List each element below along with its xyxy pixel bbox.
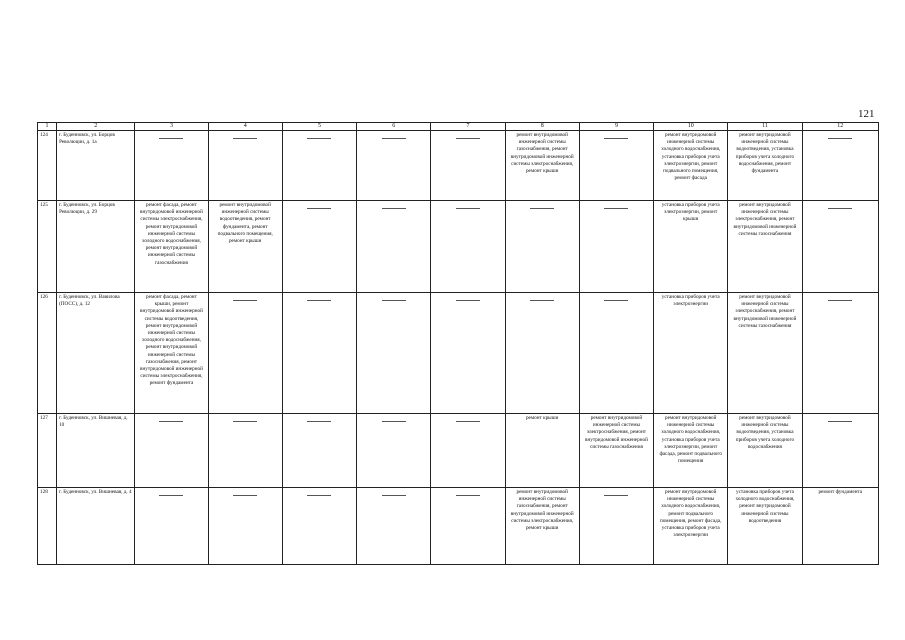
empty-dash <box>456 421 480 422</box>
empty-dash <box>159 495 183 496</box>
works-cell-col12: ремонт фундамента <box>802 488 878 565</box>
header-cell: 3 <box>135 123 208 131</box>
works-cell-col12 <box>802 414 878 488</box>
table-row <box>38 201 879 293</box>
works-cell-col8 <box>505 293 579 414</box>
works-cell-col3: ремонт фасада, ремонт крыши, ремонт внутридомовой инженерной системы водоотведения, ремонт внутридомовой инженерной системы холодного водоснабжения, ремонт внутридомовой инженерной системы газоснабжения, ремонт внутридомовой инженерной системы электроснабжения, ремонт фундамента <box>135 293 208 414</box>
header-cell: 11 <box>728 123 802 131</box>
works-cell-col6 <box>357 293 431 414</box>
empty-dash <box>828 421 852 422</box>
works-cell-col5 <box>282 201 356 293</box>
works-cell-col8: ремонт крыши <box>505 414 579 488</box>
works-cell-col8: ремонт внутридомовой инженерной системы газоснабжения, ремонт внутридомовой инженерной системы электроснабжения, ремонт крыши <box>505 488 579 565</box>
works-cell-col9 <box>579 488 653 565</box>
works-cell-col7 <box>431 414 505 488</box>
row-number-cell: 127 <box>38 414 57 488</box>
works-cell-col4 <box>208 293 282 414</box>
works-cell-col11: ремонт внутридомовой инженерной системы электроснабжения, ремонт внутридомовой инженерной системы газоснабжения <box>728 293 802 414</box>
empty-dash <box>307 300 331 301</box>
address-cell: г. Буденновск, ул. Вишневая, д. 4 <box>57 488 135 565</box>
works-cell-col9 <box>579 293 653 414</box>
works-cell-col11: ремонт внутридомовой инженерной системы водоотведения, установка приборов учета холодного водоснабжения <box>728 414 802 488</box>
works-cell-col10: ремонт внутридомовой инженерной системы холодного водоснабжения, установка приборов учета электроэнергии, ремонт подвального помещения, ремонт фасада <box>654 131 728 201</box>
row-number-cell: 125 <box>38 201 57 293</box>
works-cell-col3: ремонт фасада, ремонт внутридомовой инженерной системы электроснабжения, ремонт внутридомовой инженерной системы холодного водоснабжения, ремонт внутридомовой инженерной системы газоснабжения <box>135 201 208 293</box>
empty-dash <box>530 300 554 301</box>
empty-dash <box>233 300 257 301</box>
empty-dash <box>382 300 406 301</box>
table-row <box>38 293 879 414</box>
works-cell-col5 <box>282 488 356 565</box>
address-cell: г. Буденновск, ул. Борцов Революции, д. 1а <box>57 131 135 201</box>
works-cell-col9: ремонт внутридомовой инженерной системы электроснабжения, ремонт внутридомовой инженерной системы газоснабжения <box>579 414 653 488</box>
empty-dash <box>382 208 406 209</box>
works-cell-col4 <box>208 488 282 565</box>
empty-dash <box>604 300 628 301</box>
empty-dash <box>382 421 406 422</box>
column-number-row <box>38 123 879 131</box>
works-cell-col4 <box>208 414 282 488</box>
empty-dash <box>233 495 257 496</box>
works-cell-col9 <box>579 131 653 201</box>
works-cell-col12 <box>802 293 878 414</box>
works-cell-col4 <box>208 131 282 201</box>
works-cell-col3 <box>135 414 208 488</box>
empty-dash <box>604 495 628 496</box>
header-cell: 1 <box>38 123 57 131</box>
works-cell-col6 <box>357 201 431 293</box>
header-cell: 9 <box>579 123 653 131</box>
works-cell-col3 <box>135 131 208 201</box>
works-cell-col8: ремонт внутридомовой инженерной системы газоснабжения, ремонт внутридомовой инженерной системы электроснабжения, ремонт крыши <box>505 131 579 201</box>
header-cell: 4 <box>208 123 282 131</box>
empty-dash <box>307 138 331 139</box>
empty-dash <box>828 138 852 139</box>
row-number-cell: 128 <box>38 488 57 565</box>
row-number-cell: 124 <box>38 131 57 201</box>
empty-dash <box>456 208 480 209</box>
empty-dash <box>159 138 183 139</box>
works-cell-col11: ремонт внутридомовой инженерной системы водоотведения, установка приборов учета холодного водоснабжения, ремонт фундамента <box>728 131 802 201</box>
works-cell-col10: установка приборов учета электроэнергии, ремонт крыши <box>654 201 728 293</box>
works-cell-col11: ремонт внутридомовой инженерной системы электроснабжения, ремонт внутридомовой инженерной системы газоснабжения <box>728 201 802 293</box>
works-cell-col6 <box>357 488 431 565</box>
works-cell-col7 <box>431 131 505 201</box>
empty-dash <box>604 138 628 139</box>
header-cell: 2 <box>57 123 135 131</box>
works-cell-col4: ремонт внутридомовой инженерной системы водоотведения, ремонт фундамента, ремонт подвального помещения, ремонт крыши <box>208 201 282 293</box>
empty-dash <box>828 300 852 301</box>
address-cell: г. Буденновск, ул. Вишневая, д. 10 <box>57 414 135 488</box>
empty-dash <box>307 421 331 422</box>
works-cell-col3 <box>135 488 208 565</box>
works-cell-col5 <box>282 131 356 201</box>
works-cell-col12 <box>802 201 878 293</box>
empty-dash <box>382 138 406 139</box>
empty-dash <box>307 495 331 496</box>
empty-dash <box>382 495 406 496</box>
works-cell-col6 <box>357 414 431 488</box>
empty-dash <box>456 138 480 139</box>
empty-dash <box>828 208 852 209</box>
table-row <box>38 488 879 565</box>
works-cell-col5 <box>282 293 356 414</box>
works-cell-col10: ремонт внутридомовой инженерной системы холодного водоснабжения, ремонт подвального помещения, ремонт фасада, установка приборов учета электроэнергии <box>654 488 728 565</box>
address-cell: г. Буденновск, ул. Борцов Революции, д. 29 <box>57 201 135 293</box>
table-row <box>38 414 879 488</box>
header-cell: 12 <box>802 123 878 131</box>
table-row <box>38 131 879 201</box>
works-cell-col12 <box>802 131 878 201</box>
header-cell: 5 <box>282 123 356 131</box>
works-cell-col8 <box>505 201 579 293</box>
empty-dash <box>233 421 257 422</box>
empty-dash <box>233 138 257 139</box>
header-cell: 10 <box>654 123 728 131</box>
works-cell-col7 <box>431 201 505 293</box>
empty-dash <box>307 208 331 209</box>
works-cell-col9 <box>579 201 653 293</box>
header-cell: 7 <box>431 123 505 131</box>
header-cell: 6 <box>357 123 431 131</box>
works-cell-col10: установка приборов учета электроэнергии <box>654 293 728 414</box>
header-cell: 8 <box>505 123 579 131</box>
works-cell-col7 <box>431 488 505 565</box>
works-cell-col5 <box>282 414 356 488</box>
address-cell: г. Буденновск, ул. Вавилова (ПОСС), д. 12 <box>57 293 135 414</box>
works-cell-col11: установка приборов учета холодного водоснабжения, ремонт внутридомовой инженерной системы водоотведения <box>728 488 802 565</box>
empty-dash <box>456 300 480 301</box>
works-cell-col7 <box>431 293 505 414</box>
empty-dash <box>456 495 480 496</box>
repair-schedule-table <box>37 122 879 565</box>
page-number: 121 <box>858 108 875 120</box>
empty-dash <box>159 421 183 422</box>
empty-dash <box>530 208 554 209</box>
works-cell-col6 <box>357 131 431 201</box>
works-cell-col10: ремонт внутридомовой инженерной системы холодного водоснабжения, установка приборов учета электроэнергии, ремонт фасада, ремонт подвального помещения <box>654 414 728 488</box>
row-number-cell: 126 <box>38 293 57 414</box>
empty-dash <box>604 208 628 209</box>
